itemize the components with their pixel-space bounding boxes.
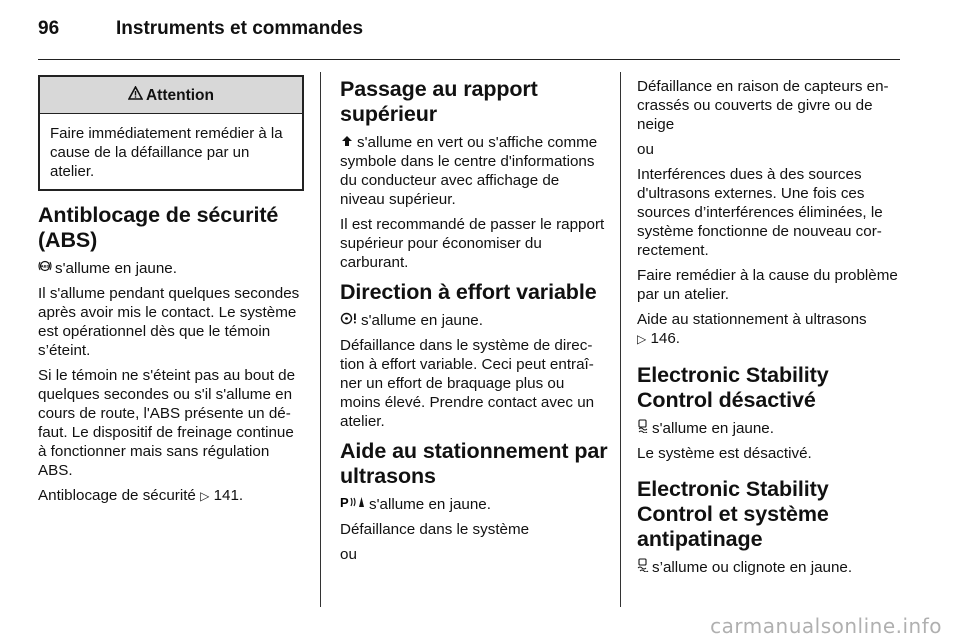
column-1 [38,75,306,512]
svg-text:P: P [340,495,349,509]
upshift-paragraph: Il est recommandé de passer le rapport supérieur pour économiser du carburant. [340,216,605,271]
parking-cross-reference: Aide au stationnement à ultrasons ▷ 146. [637,311,867,347]
attention-text: Faire immédiatement remédier à la cause de la défaillance par un atelier. [50,125,283,180]
abs-cross-reference: Antiblocage de sécurité ▷ 141. [38,487,244,504]
steering-heading: Direction à effort variable [340,280,597,304]
warning-triangle-icon [128,86,143,105]
esc-traction-icon [637,558,649,577]
esc-off-paragraph: Le système est désactivé. [637,445,812,462]
abs-paragraph: Si le témoin ne s'éteint pas au bout de quelques secondes ou s'il s'allume en cours de route, l'ABS présente un défaut. Le dispositif de freinage continue à fonctionner mais sans régulation ABS. [38,367,296,479]
parking-sensor-icon [340,495,366,514]
parking-paragraph: Défaillance dans le système [340,521,530,538]
attention-title: Attention [145,86,214,104]
chapter-title: Instruments et commandes [116,18,364,39]
attention-box [38,75,304,191]
upshift-heading: Passage au rapport supérieur [340,77,538,126]
esc-off-paragraph: s'allume en jaune. [637,419,905,438]
column-divider [620,72,621,607]
page-ref-arrow-icon: ▷ [200,489,210,503]
abs-paragraph: ABS s'allume en jaune. [38,259,306,278]
esc-tc-paragraph: s’allume ou clignote en jaune. [637,558,905,577]
steering-wheel-icon [340,311,358,330]
column-2 [340,77,608,570]
esc-off-icon [637,419,649,438]
svg-text:ABS: ABS [40,263,50,269]
column-divider [320,72,321,607]
esc-tc-heading: Electronic Stability Control et système antipatinage [637,477,829,551]
abs-warning-icon [38,259,52,278]
page-number: 96 [38,18,60,39]
page-ref-arrow-icon: ▷ [637,332,647,346]
page-header [38,18,363,40]
parking-paragraph: P s'allume en jaune. [340,495,491,513]
parking-paragraph: ou [340,546,357,563]
parking-paragraph: Faire remédier à la cause du problème par un atelier. [637,267,898,303]
parking-paragraph: Défaillance en raison de capteurs encrassés ou couverts de givre ou de neige [637,78,889,133]
watermark: carmanualsonline.info [710,614,942,638]
upshift-paragraph: s'allume en vert ou s'affiche comme symbole dans le centre d'informations du conducteur avec affichage de niveau supérieur. [340,134,598,208]
steering-paragraph: Défaillance dans le système de direction à effort variable. Ceci peut entraîner un effort de braquage plus ou moins élevé. Prendre contact avec un atelier. [340,337,595,430]
parking-heading: Aide au stationnement par ultrasons [340,439,608,488]
abs-heading: Antiblocage de sécurité (ABS) [38,203,279,252]
parking-paragraph: ou [637,141,654,158]
upshift-icon [340,133,354,152]
steering-paragraph: s'allume en jaune. [340,311,608,330]
column-3 [637,77,905,583]
esc-off-heading: Electronic Stability Control désactivé [637,363,829,412]
header-rule [38,59,900,60]
attention-header [40,77,302,114]
abs-paragraph: Il s'allume pendant quelques secondes après avoir mis le contact. Le système est opérationnel dès que le témoin s’éteint. [38,285,300,359]
parking-paragraph: Interférences dues à des sources d'ultrasons externes. Une fois ces sources d’interférences éliminées, le système fonctionne de nouveau correctement. [637,166,883,259]
